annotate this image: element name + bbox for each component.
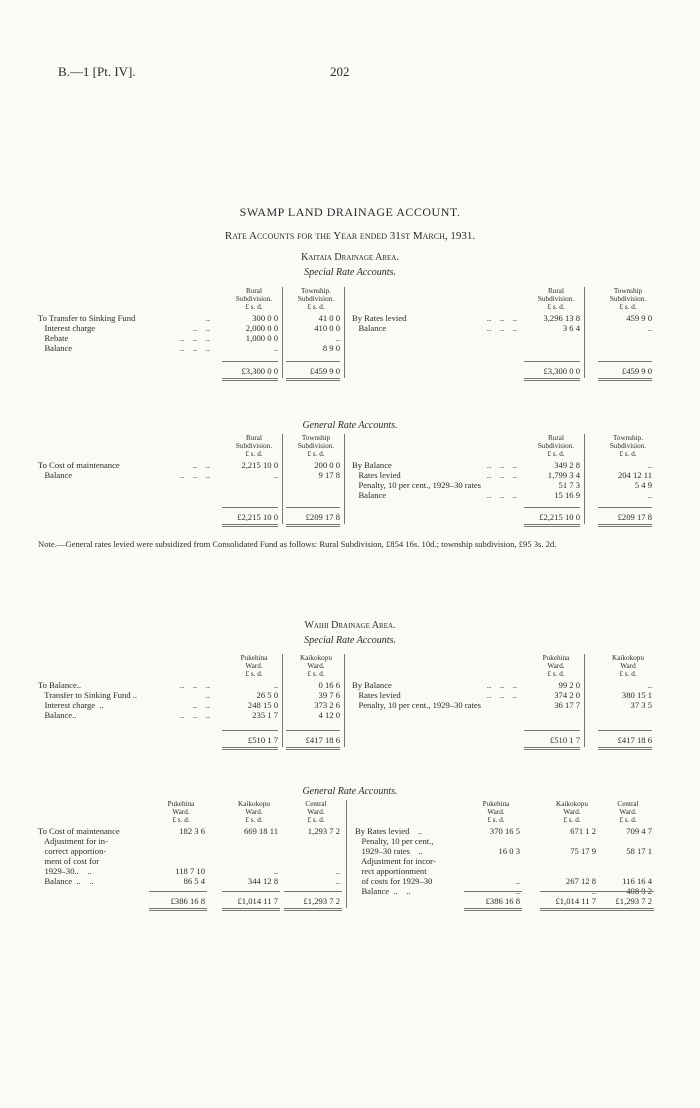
left-row-label: Interest charge	[38, 323, 96, 333]
left-row-amount-1: 2,000 0 0	[245, 323, 278, 333]
left-col-1-header: Rural	[246, 287, 262, 295]
right-row-dots: .. .. ..	[486, 690, 517, 700]
right-row-amount-2: ..	[647, 323, 652, 333]
left-col-2-header: Township	[301, 434, 331, 442]
right-row-dots: .. .. ..	[486, 323, 517, 333]
right-col-2-header: Subdivision.	[609, 442, 647, 450]
right-row-amount-2: 204 12 11	[617, 470, 652, 480]
right-row-label: Rates levied	[352, 690, 401, 700]
right-col-2-header: Ward	[620, 662, 636, 670]
right-row-amount-1: 99 2 0	[558, 680, 580, 690]
right-row-amount-1: 3,296 13 8	[543, 313, 580, 323]
left-col-1-lsd: £ s. d.	[245, 450, 263, 458]
right-col-2-lsd: £ s. d.	[619, 303, 637, 311]
kaitaia-area-title: Kaitaia Drainage Area.	[301, 252, 399, 263]
right-col-1-lsd: £ s. d.	[547, 450, 565, 458]
total-double-rule	[222, 908, 280, 911]
right-row-dots: .. .. ..	[486, 470, 517, 480]
right-col-1-header: Pukehina	[542, 654, 570, 662]
left-row-amount-2: 669 18 11	[243, 826, 278, 836]
right-row-amount-1: 15 16 9	[554, 490, 580, 500]
right-row-amount-2: 459 9 0	[626, 313, 652, 323]
right-row-amount-1: ..	[515, 886, 520, 896]
right-col-3-lsd: £ s. d.	[619, 816, 637, 824]
left-row-label: Interest charge ..	[38, 700, 104, 710]
right-row-amount-3: 58 17 1	[626, 846, 652, 856]
right-col-2-header: Township	[613, 287, 643, 295]
waihi-general-title: General Rate Accounts.	[302, 786, 398, 797]
left-row-amount-2: 9 17 8	[318, 470, 340, 480]
right-row-amount-1: 51 7 3	[558, 480, 580, 490]
waihi-special-title: Special Rate Accounts.	[304, 635, 396, 646]
waihi-area-title: Waihi Drainage Area.	[304, 620, 396, 631]
left-total-b: £1,014 11 7	[237, 896, 278, 906]
left-col-3-header: Central	[305, 800, 327, 808]
total-rule	[222, 891, 280, 892]
left-row-dots: ..	[205, 690, 210, 700]
left-row-amount-1: 248 15 0	[247, 700, 278, 710]
left-row-amount-3: ..	[335, 876, 340, 886]
left-col-1-lsd: £ s. d.	[245, 670, 263, 678]
right-col-1-lsd: £ s. d.	[487, 816, 505, 824]
left-row-amount-3: 1,293 7 2	[307, 826, 340, 836]
left-total-c: £1,293 7 2	[303, 896, 340, 906]
left-col-1-header: Ward.	[172, 808, 190, 816]
left-col-1-header: Pukehina	[240, 654, 268, 662]
page-number: 202	[330, 64, 350, 79]
right-row-label: Penalty, 10 per cent., 1929–30 rates	[352, 700, 482, 710]
left-row-amount-1: 2,215 10 0	[241, 460, 278, 470]
left-row-amount-2: 200 0 0	[314, 460, 340, 470]
right-col-2-header: Kaikokopu	[556, 800, 588, 808]
kaitaia-note: Note.—General rates levied were subsidized from Consolidated Fund as follows: Rural Subdivision, £854 16s. 10d.; township subdivision, £95 3s. 2d.	[38, 539, 557, 549]
right-col-3-header: Central	[617, 800, 639, 808]
left-row-dots: .. .. ..	[179, 710, 210, 720]
page-reference: B.—1 [Pt. IV].	[58, 64, 136, 79]
left-col-3-lsd: £ s. d.	[307, 816, 325, 824]
right-row-label: 1929–30 rates ..	[355, 846, 423, 856]
right-row-amount-2: 37 3 5	[630, 700, 652, 710]
left-col-2-header: Subdivision.	[297, 442, 335, 450]
right-col-2-lsd: £ s. d.	[563, 816, 581, 824]
left-row-label: Balance..	[38, 710, 77, 720]
left-row-amount-2: 0 16 6	[318, 680, 340, 690]
right-col-1-header: Subdivision.	[537, 442, 575, 450]
right-col-2-header: Subdivision.	[609, 295, 647, 303]
right-row-amount-1: 374 2 0	[554, 690, 580, 700]
right-row-label: Penalty, 10 per cent., 1929–30 rates	[352, 480, 482, 490]
right-row-amount-1: 370 16 5	[489, 826, 520, 836]
total-rule	[149, 891, 207, 892]
left-col-1-header: Pukehina	[167, 800, 195, 808]
kaitaia-general-title: General Rate Accounts.	[302, 420, 398, 431]
left-row-label: To Cost of maintenance	[38, 460, 120, 470]
total-double-rule	[284, 908, 342, 911]
total-double-rule	[596, 908, 654, 911]
left-row-amount-3: ..	[335, 866, 340, 876]
right-col-2-header: Ward.	[563, 808, 581, 816]
right-row-label: Balance .. ..	[355, 886, 411, 896]
right-row-amount-1: 16 0 3	[498, 846, 520, 856]
right-total-b: £1,014 11 7	[555, 896, 596, 906]
kaitaia-special-title: Special Rate Accounts.	[304, 267, 396, 278]
right-row-label: rect apportionment	[355, 866, 427, 876]
left-row-amount-1: 118 7 10	[175, 866, 205, 876]
left-row-amount-2: 4 12 0	[318, 710, 340, 720]
left-col-2-header: Kaikokopu	[238, 800, 270, 808]
right-col-3-header: Ward.	[619, 808, 637, 816]
left-row-dots: .. ..	[192, 323, 210, 333]
left-col-2-header: Subdivision.	[297, 295, 335, 303]
left-total-2: £417 18 6	[305, 735, 340, 745]
left-col-1-header: Subdivision.	[235, 295, 273, 303]
right-col-1-lsd: £ s. d.	[547, 670, 565, 678]
right-row-amount-3: 709 4 7	[626, 826, 652, 836]
left-col-2-lsd: £ s. d.	[245, 816, 263, 824]
total-double-rule	[464, 908, 522, 911]
subtitle: Rate Accounts for the Year ended 31st March, 1931.	[224, 230, 476, 242]
total-double-rule	[540, 908, 598, 911]
left-row-amount-1: 300 0 0	[252, 313, 278, 323]
right-col-2-header: Township.	[612, 434, 644, 442]
right-row-amount-1: 1,799 3 4	[547, 470, 580, 480]
left-col-1-header: Ward.	[245, 662, 263, 670]
right-col-1-header: Subdivision.	[537, 295, 575, 303]
total-rule	[464, 891, 522, 892]
left-row-amount-1: ..	[273, 470, 278, 480]
left-row-amount-2: 41 0 0	[318, 313, 340, 323]
column-divider	[346, 800, 347, 908]
right-row-label: By Rates levied ..	[355, 826, 423, 836]
right-row-amount-2: 380 15 1	[621, 690, 652, 700]
right-row-dots: .. .. ..	[486, 490, 517, 500]
left-row-amount-1: 86 5 4	[183, 876, 205, 886]
right-row-label: Penalty, 10 per cent.,	[355, 836, 434, 846]
left-row-amount-2: 8 9 0	[322, 343, 340, 353]
left-row-amount-1: 235 1 7	[252, 710, 278, 720]
right-col-2-header: Kaikokopu	[612, 654, 644, 662]
total-double-rule	[149, 908, 207, 911]
left-row-label: Transfer to Sinking Fund ..	[38, 690, 138, 700]
right-row-amount-3: 116 16 4	[622, 876, 652, 886]
left-row-amount-1: ..	[273, 343, 278, 353]
left-row-amount-1: 26 5 0	[256, 690, 278, 700]
right-total-a: £386 16 8	[485, 896, 520, 906]
right-total-c: £1,293 7 2	[615, 896, 652, 906]
right-row-dots: .. .. ..	[486, 460, 517, 470]
left-row-label: To Balance..	[38, 680, 82, 690]
left-col-1-lsd: £ s. d.	[245, 303, 263, 311]
left-col-2-lsd: £ s. d.	[307, 670, 325, 678]
right-total-2: £209 17 8	[617, 512, 652, 522]
right-col-1-lsd: £ s. d.	[547, 303, 565, 311]
left-total-2: £209 17 8	[305, 512, 340, 522]
left-row-label: 1929–30.. ..	[38, 866, 92, 876]
right-row-label: Adjustment for incor-	[355, 856, 436, 866]
left-total-2: £459 9 0	[309, 366, 340, 376]
right-col-2-lsd: £ s. d.	[619, 670, 637, 678]
right-total-1: £3,300 0 0	[543, 366, 580, 376]
left-row-amount-2: 344 12 8	[247, 876, 278, 886]
left-row-label: Balance	[38, 470, 73, 480]
left-row-amount-2: 39 7 6	[318, 690, 340, 700]
left-col-2-lsd: £ s. d.	[307, 450, 325, 458]
right-col-1-header: Ward.	[547, 662, 565, 670]
left-row-label: Balance	[38, 343, 73, 353]
right-row-dots: .. .. ..	[486, 313, 517, 323]
left-total-a: £386 16 8	[170, 896, 205, 906]
right-row-label: of costs for 1929–30	[355, 876, 433, 886]
total-rule	[284, 891, 342, 892]
right-row-amount-2: ..	[647, 460, 652, 470]
right-row-dots: .. .. ..	[486, 680, 517, 690]
left-total-1: £510 1 7	[247, 735, 278, 745]
right-row-amount-2: ..	[647, 490, 652, 500]
left-col-2-lsd: £ s. d.	[307, 303, 325, 311]
right-row-amount-2: 267 12 8	[565, 876, 596, 886]
right-row-amount-2: ..	[647, 680, 652, 690]
right-row-amount-3: 408 9 2	[626, 886, 652, 896]
right-total-2: £459 9 0	[621, 366, 652, 376]
left-row-dots: .. ..	[192, 700, 210, 710]
right-row-amount-2: 75 17 9	[570, 846, 596, 856]
right-col-1-header: Rural	[548, 287, 564, 295]
right-row-label: By Balance	[352, 460, 392, 470]
left-row-dots: .. ..	[192, 460, 210, 470]
right-col-1-header: Ward.	[487, 808, 505, 816]
left-row-label: Rebate	[38, 333, 69, 343]
left-row-amount-1: ..	[273, 680, 278, 690]
right-row-amount-1: 36 17 7	[554, 700, 580, 710]
left-row-amount-2: 410 0 0	[314, 323, 340, 333]
right-row-amount-2: 671 1 2	[570, 826, 596, 836]
right-col-2-lsd: £ s. d.	[619, 450, 637, 458]
left-col-3-header: Ward.	[307, 808, 325, 816]
left-row-amount-2: 373 2 6	[314, 700, 340, 710]
right-total-1: £2,215 10 0	[539, 512, 580, 522]
right-total-1: £510 1 7	[549, 735, 580, 745]
left-row-dots: ..	[201, 313, 210, 323]
left-total-1: £3,300 0 0	[241, 366, 278, 376]
left-row-amount-2: ..	[273, 866, 278, 876]
right-row-label: By Balance	[352, 680, 392, 690]
left-row-label: Balance .. ..	[38, 876, 94, 886]
left-row-dots: .. .. ..	[179, 343, 210, 353]
left-row-dots: .. .. ..	[179, 333, 210, 343]
right-col-1-header: Pukehina	[482, 800, 510, 808]
left-total-1: £2,215 10 0	[237, 512, 278, 522]
right-row-label: Balance	[352, 490, 387, 500]
left-row-label: ment of cost for	[38, 856, 100, 866]
right-total-2: £417 18 6	[617, 735, 652, 745]
left-col-1-lsd: £ s. d.	[172, 816, 190, 824]
total-rule	[596, 891, 654, 892]
right-row-label: Rates levied	[352, 470, 401, 480]
left-row-dots: .. .. ..	[179, 680, 210, 690]
main-title: SWAMP LAND DRAINAGE ACCOUNT.	[239, 205, 461, 219]
left-row-label: Adjustment for in-	[38, 836, 108, 846]
left-row-amount-1: 1,000 0 0	[245, 333, 278, 343]
left-col-2-header: Ward.	[307, 662, 325, 670]
right-col-1-header: Rural	[548, 434, 564, 442]
right-row-label: By Rates levied	[352, 313, 407, 323]
left-row-amount-1: 182 3 6	[179, 826, 205, 836]
left-col-2-header: Township.	[300, 287, 332, 295]
left-col-1-header: Rural	[246, 434, 262, 442]
right-row-amount-2: 5 4 9	[634, 480, 652, 490]
left-row-label: To Cost of maintenance	[38, 826, 120, 836]
right-row-amount-1: ..	[515, 876, 520, 886]
right-row-label: Balance	[352, 323, 387, 333]
left-col-1-header: Subdivision.	[235, 442, 273, 450]
left-col-2-header: Kaikokopu	[300, 654, 332, 662]
left-col-2-header: Ward.	[245, 808, 263, 816]
right-row-amount-2: ..	[591, 886, 596, 896]
right-row-amount-1: 349 2 8	[554, 460, 580, 470]
left-row-label: correct apportion-	[38, 846, 107, 856]
left-row-label: To Transfer to Sinking Fund	[38, 313, 136, 323]
right-row-amount-1: 3 6 4	[562, 323, 580, 333]
left-row-dots: .. .. ..	[179, 470, 210, 480]
left-row-amount-2: ..	[335, 333, 340, 343]
total-rule	[540, 891, 598, 892]
